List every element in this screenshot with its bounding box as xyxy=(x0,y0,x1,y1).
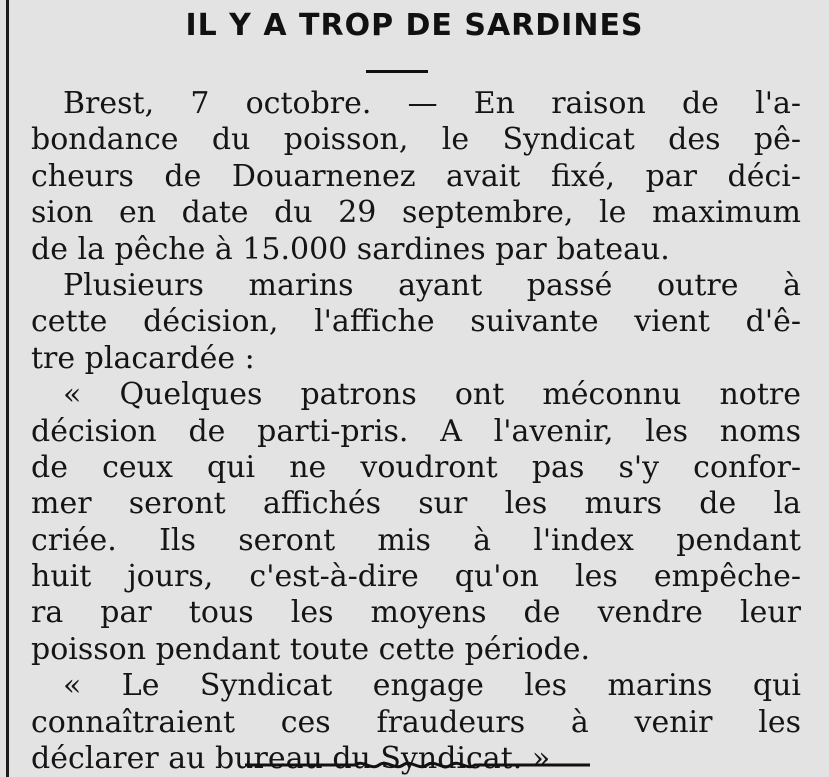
article-line: mer seront affichés sur les murs de la xyxy=(31,486,801,522)
article-line: cette décision, l'affiche suivante vient d'ê- xyxy=(31,304,801,340)
headline: IL Y A TROP DE SARDINES xyxy=(185,8,644,43)
article-body xyxy=(31,86,801,777)
article-line: sion en date du 29 septembre, le maximum xyxy=(31,195,801,231)
article-line: bondance du poisson, le Syndicat des pê- xyxy=(31,122,801,158)
article-line: décision de parti-pris. A l'avenir, les noms xyxy=(31,413,801,449)
article-line: Brest, 7 octobre. — En raison de l'a- xyxy=(63,86,801,121)
column-rule xyxy=(6,0,9,777)
article-line: Plusieurs marins ayant passé outre à xyxy=(63,267,801,303)
ornamental-divider xyxy=(245,757,590,773)
article-line: poisson pendant toute cette période. xyxy=(31,631,591,667)
article-line: « Quelques patrons ont méconnu notre xyxy=(63,377,801,413)
article-line: déclarer au bureau du Syndicat. » xyxy=(31,741,551,777)
article-line: de la pêche à 15.000 sardines par bateau. xyxy=(31,231,670,267)
article-line: huit jours, c'est-à-dire qu'on les empêche- xyxy=(31,559,801,595)
article-line: criée. Ils seront mis à l'index pendant xyxy=(31,522,801,558)
article-line: de ceux qui ne voudront pas s'y confor- xyxy=(31,449,801,485)
article-line: connaîtraient ces fraudeurs à venir les xyxy=(31,704,801,740)
headline-divider xyxy=(366,70,428,73)
article-line: « Le Syndicat engage les marins qui xyxy=(63,668,801,704)
article-line: ra par tous les moyens de vendre leur xyxy=(31,595,801,631)
article-line: tre placardée : xyxy=(31,340,255,376)
article-line: cheurs de Douarnenez avait fixé, par déci- xyxy=(31,158,801,194)
